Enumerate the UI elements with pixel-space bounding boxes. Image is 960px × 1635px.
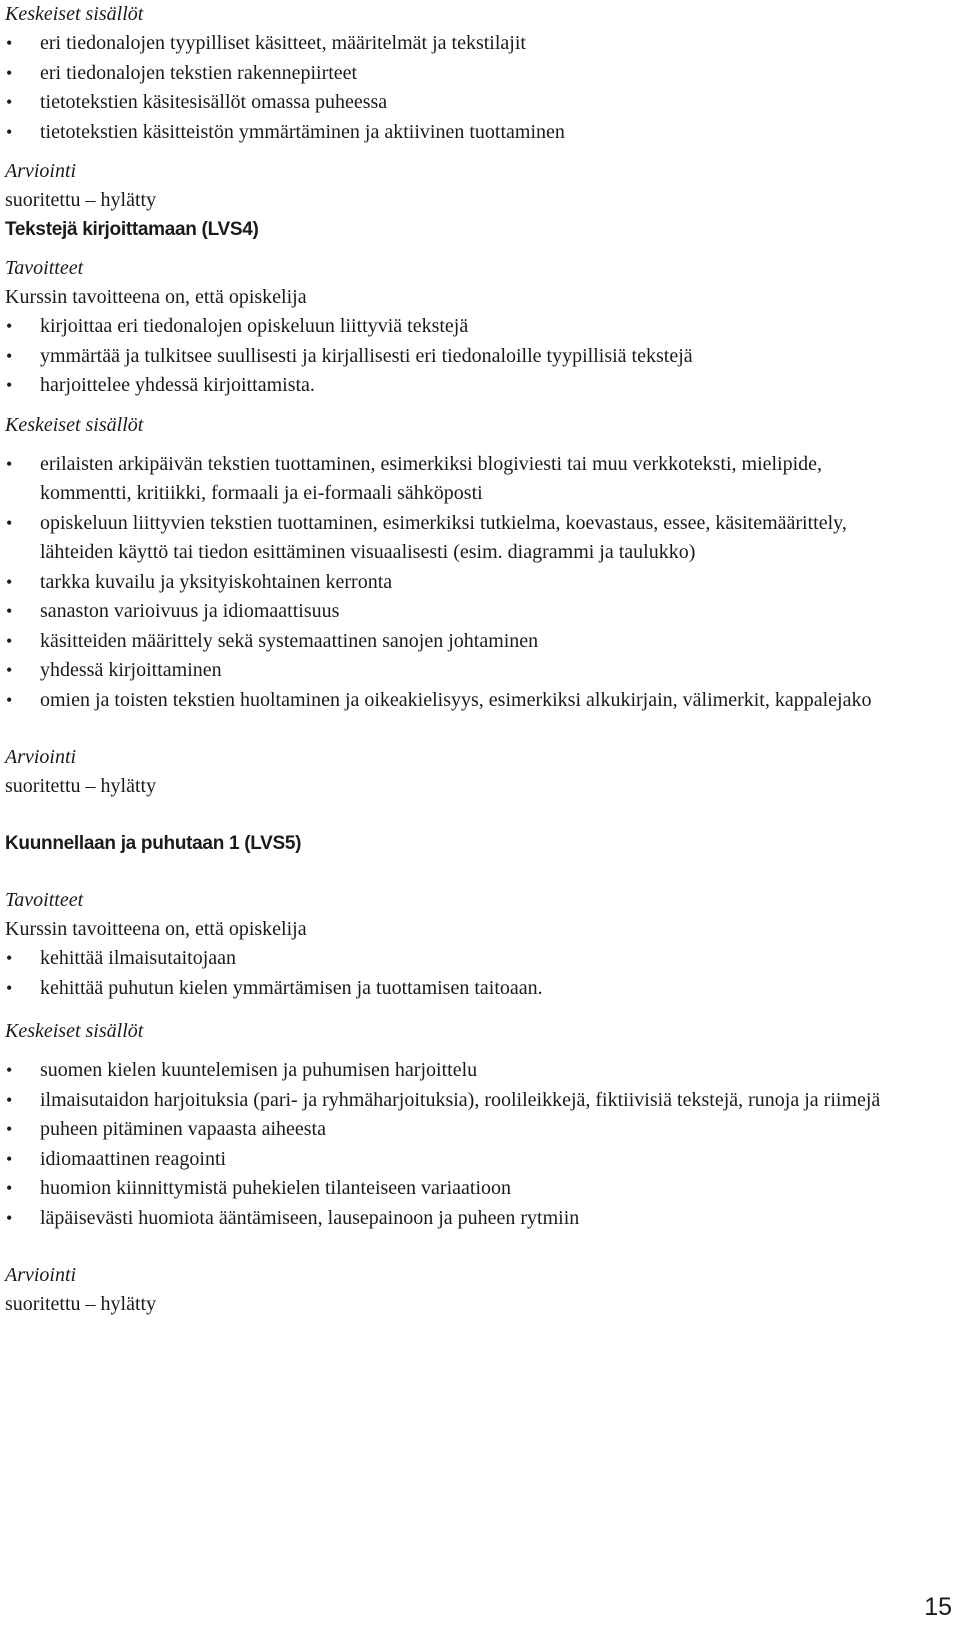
- list-item: • kirjoittaa eri tiedonalojen opiskeluun liittyviä tekstejä: [5, 312, 915, 342]
- list-item: • ymmärtää ja tulkitsee suullisesti ja kirjallisesti eri tiedonaloille tyypillisiä tekstejä: [5, 342, 915, 372]
- lvs4-goals-label: Tavoitteet: [5, 257, 84, 279]
- lvs5-goals-intro: Kurssin tavoitteena on, että opiskelija: [5, 918, 307, 940]
- lvs4-assessment-value: suoritettu – hylätty: [5, 775, 157, 797]
- lvs5-contents-label: Keskeiset sisällöt: [5, 1020, 144, 1042]
- page-content: [5, 0, 915, 1319]
- list-item: • opiskeluun liittyvien tekstien tuottaminen, esimerkiksi tutkielma, koevastaus, essee, käsitemäärittely, lähteiden käyttö tai tiedon esittäminen visuaalisesti (esim. diagrammi ja taulukko): [5, 509, 915, 568]
- list-item: • kehittää ilmaisutaitojaan: [5, 944, 915, 974]
- list-item: • tietotekstien käsitesisällöt omassa puheessa: [5, 88, 915, 118]
- lvs4-title: Tekstejä kirjoittamaan (LVS4): [5, 219, 259, 240]
- lvs4-goals-intro: Kurssin tavoitteena on, että opiskelija: [5, 286, 307, 308]
- list-item: • tietotekstien käsitteistön ymmärtäminen ja aktiivinen tuottaminen: [5, 118, 915, 148]
- list-item: • suomen kielen kuuntelemisen ja puhumisen harjoittelu: [5, 1056, 915, 1086]
- list-item: • ilmaisutaidon harjoituksia (pari- ja ryhmäharjoituksia), roolileikkejä, fiktiivisiä tekstejä, runoja ja riimejä: [5, 1086, 915, 1116]
- lvs4-contents-list: [5, 450, 915, 716]
- list-item: • harjoittelee yhdessä kirjoittamista.: [5, 371, 915, 401]
- list-item: • tarkka kuvailu ja yksityiskohtainen kerronta: [5, 568, 915, 598]
- page-number: 15: [924, 1593, 952, 1621]
- section1-assessment-value: suoritettu – hylätty: [5, 189, 157, 211]
- list-item: • erilaisten arkipäivän tekstien tuottaminen, esimerkiksi blogiviesti tai muu verkkoteksti, mielipide, kommentti, kritiikki, formaali ja ei-formaali sähköposti: [5, 450, 915, 509]
- section1-assessment-label: Arviointi: [5, 160, 77, 182]
- list-item: • omien ja toisten tekstien huoltaminen ja oikeakielisyys, esimerkiksi alkukirjain, välimerkit, kappalejako: [5, 686, 915, 716]
- lvs5-assessment-label: Arviointi: [5, 1264, 77, 1286]
- lvs5-goals-label: Tavoitteet: [5, 889, 84, 911]
- list-item: • huomion kiinnittymistä puhekielen tilanteiseen variaatioon: [5, 1174, 915, 1204]
- list-item: • käsitteiden määrittely sekä systemaattinen sanojen johtaminen: [5, 627, 915, 657]
- list-item: • eri tiedonalojen tyypilliset käsitteet, määritelmät ja tekstilajit: [5, 29, 915, 59]
- lvs5-assessment-value: suoritettu – hylätty: [5, 1293, 157, 1315]
- list-item: • sanaston varioivuus ja idiomaattisuus: [5, 597, 915, 627]
- lvs4-goals-list: [5, 312, 915, 401]
- list-item: • kehittää puhutun kielen ymmärtämisen ja tuottamisen taitoaan.: [5, 974, 915, 1004]
- list-item: • idiomaattinen reagointi: [5, 1145, 915, 1175]
- lvs4-contents-label: Keskeiset sisällöt: [5, 413, 144, 436]
- section1-contents-list: [5, 29, 915, 147]
- lvs5-goals-list: [5, 944, 915, 1003]
- lvs5-title: Kuunnellaan ja puhutaan 1 (LVS5): [5, 833, 302, 854]
- list-item: • läpäisevästi huomiota ääntämiseen, lausepainoon ja puheen rytmiin: [5, 1204, 915, 1234]
- list-item: • puheen pitäminen vapaasta aiheesta: [5, 1115, 915, 1145]
- lvs5-contents-list: [5, 1056, 915, 1233]
- list-item: • yhdessä kirjoittaminen: [5, 656, 915, 686]
- lvs4-assessment-label: Arviointi: [5, 746, 77, 768]
- section1-contents-label: Keskeiset sisällöt: [5, 3, 144, 25]
- list-item: • eri tiedonalojen tekstien rakennepiirteet: [5, 59, 915, 89]
